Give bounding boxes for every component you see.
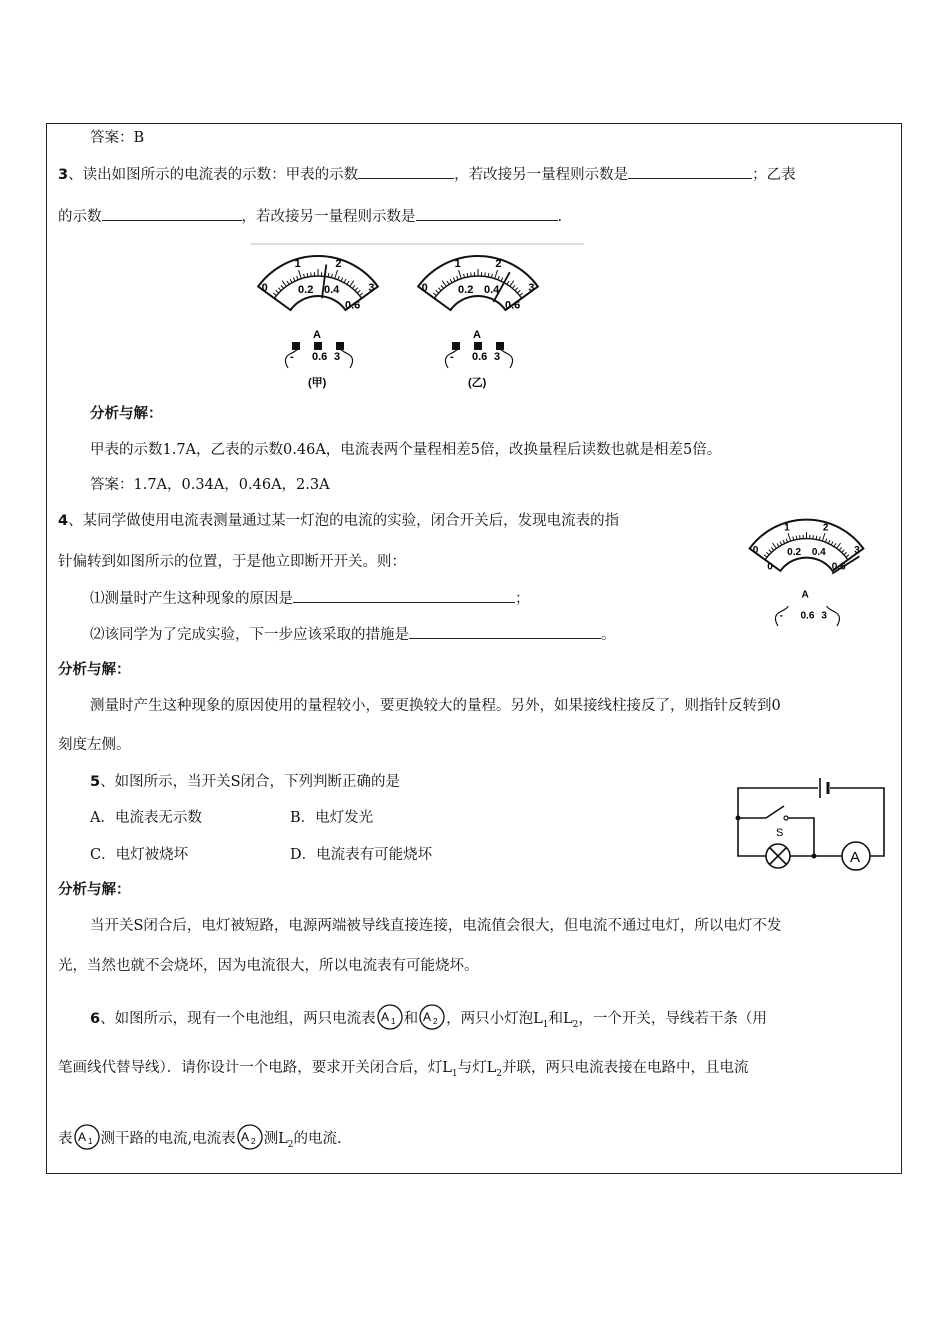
q3-blank-1[interactable] <box>358 164 454 179</box>
scale-tick <box>459 270 462 279</box>
scale-tick <box>453 278 455 282</box>
scale-tick <box>512 285 515 288</box>
scale-arc <box>274 276 361 298</box>
scale-label-bottom: 0.6 <box>504 299 521 312</box>
q2-answer: 答案：B <box>90 130 145 146</box>
svg-text:2: 2 <box>433 1017 438 1026</box>
scale-tick <box>520 293 523 296</box>
scale-tick <box>822 533 825 541</box>
scale-tick <box>347 281 349 284</box>
scale-tick <box>450 279 452 283</box>
scale-tick <box>278 288 281 291</box>
svg-text:2: 2 <box>250 1137 256 1146</box>
scale-tick <box>495 270 498 279</box>
terminal-label: 0.6 <box>800 610 815 622</box>
q5-circuit-diagram <box>730 768 890 868</box>
scale-label-top: 0 <box>421 282 428 295</box>
ammeter-a1-icon <box>376 1004 404 1030</box>
scale-tick <box>764 555 767 557</box>
scale-label-top: 3 <box>528 282 535 295</box>
svg-text:A: A <box>380 1010 389 1024</box>
scale-label-bottom: 0.4 <box>811 546 826 558</box>
scale-tick <box>352 285 355 288</box>
q4-number: 4 <box>58 513 69 529</box>
svg-text:A: A <box>423 1010 432 1024</box>
scale-label-top: 1 <box>454 258 461 271</box>
scale-tick <box>304 274 305 278</box>
scale-tick <box>771 547 773 550</box>
scale-tick <box>510 281 514 287</box>
q3-analysis-title: 分析与解： <box>90 406 163 422</box>
scale-tick <box>834 543 836 546</box>
scale-tick <box>793 537 794 541</box>
q5-option-d[interactable]: D．电流表有可能烧坏 <box>290 847 433 863</box>
scale-label-bottom: 0.4 <box>483 284 500 297</box>
scale-tick <box>772 543 776 548</box>
q3-number: 3 <box>58 167 69 183</box>
q6-line2: 笔画线代替导线）．请你设计一个电路，要求开关闭合后，灯$L_1$与灯$L_2$并联，两只电流表接在电路中，且电流 <box>58 1060 749 1079</box>
q4-line2: 针偏转到如图所示的位置，于是他立即断开开关。则： <box>58 554 406 570</box>
scale-tick <box>471 272 472 276</box>
scale-label-top: 0 <box>261 282 268 295</box>
terminal-post[interactable] <box>292 342 300 350</box>
wire-right <box>830 788 884 856</box>
q6-number: 6 <box>90 1011 101 1027</box>
terminal-label: 3 <box>821 610 827 622</box>
q4-blank-2[interactable] <box>409 624 601 639</box>
scale-label-bottom: 0 <box>767 561 773 573</box>
scale-tick <box>287 281 289 284</box>
scale-tick <box>355 288 358 291</box>
junction-dot <box>736 816 741 821</box>
scale-tick <box>427 293 434 298</box>
scale-label-top: 3 <box>854 545 860 557</box>
terminal-label: - <box>779 610 783 622</box>
scale-label-top: 1 <box>294 258 301 271</box>
scale-tick <box>816 536 817 540</box>
scale-tick <box>498 276 499 280</box>
meter-q4 <box>750 520 864 626</box>
scale-tick <box>780 542 782 545</box>
q5-analysis-1: 当开关S闭合后，电灯被短路，电源两端被导线直接连接，电流值会很大，但电流不通过电灯，所以电灯不发 <box>90 918 782 934</box>
scale-tick <box>517 290 520 293</box>
scale-tick <box>485 272 486 276</box>
scale-tick <box>311 272 312 276</box>
scale-tick <box>464 274 465 278</box>
q3-blank-2[interactable] <box>628 164 752 179</box>
scale-label-bottom: 0.2 <box>787 546 802 558</box>
q4-analysis-title: 分析与解： <box>58 662 131 678</box>
meter-letter: A <box>801 589 809 601</box>
meter-yi <box>418 256 538 389</box>
scale-tick <box>441 285 444 288</box>
q5-option-c[interactable]: C．电灯被烧坏 <box>90 847 189 863</box>
scale-tick <box>350 281 354 287</box>
scale-tick <box>433 293 436 296</box>
q3-analysis: 甲表的示数1.7A，乙表的示数0.46A，电流表两个量程相差5倍，改换量程后读数也就是相差5倍。 <box>90 442 722 458</box>
meter-caption: (乙) <box>468 377 487 389</box>
terminal-label: 3 <box>494 351 501 363</box>
svg-text:A: A <box>77 1130 86 1144</box>
scale-tick <box>828 540 830 543</box>
scale-tick <box>783 540 785 543</box>
svg-text:1: 1 <box>390 1017 396 1026</box>
scale-tick <box>507 281 509 284</box>
scale-tick <box>825 539 826 543</box>
scale-label-bottom: 0.6 <box>831 561 846 573</box>
scale-tick <box>515 288 518 291</box>
q5-number: 5 <box>90 774 101 790</box>
wire-switch-right <box>786 818 814 856</box>
q3-line2: 的示数 ，若改接另一量程则示数是 . <box>58 206 562 227</box>
wire-lead <box>500 348 513 368</box>
scale-tick <box>796 536 797 540</box>
terminal-post[interactable] <box>474 342 482 350</box>
scale-tick <box>788 533 791 541</box>
scale-label-top: 2 <box>822 522 829 534</box>
terminal-label: 3 <box>334 351 341 363</box>
switch-label: S <box>776 827 784 839</box>
terminal-post[interactable] <box>314 342 322 350</box>
q5-analysis-title: 分析与解： <box>58 882 131 898</box>
scale-label-top: 1 <box>784 522 790 534</box>
scale-tick <box>842 550 845 553</box>
scale-tick <box>436 290 439 293</box>
q3-ammeter-figure <box>248 240 588 389</box>
scale-tick <box>839 547 841 550</box>
wire-left <box>738 788 818 856</box>
ammeter-a2-icon <box>236 1124 264 1150</box>
terminal-label: 0.6 <box>472 351 488 363</box>
scale-tick <box>438 288 441 291</box>
scale-tick <box>335 270 338 279</box>
scale-tick <box>844 552 847 555</box>
scale-tick <box>267 293 274 298</box>
scale-tick <box>491 274 492 278</box>
q5-stem: 5、如图所示，当开关S闭合，下列判断正确的是 <box>90 774 401 790</box>
scale-label-bottom: 0.4 <box>323 284 340 297</box>
scale-tick <box>447 281 449 284</box>
scale-label-top: 2 <box>495 258 502 271</box>
q5-option-a[interactable]: A．电流表无示数 <box>90 810 202 826</box>
meter-caption: (甲) <box>308 377 327 389</box>
scale-tick <box>758 555 765 560</box>
q6-line3: 表 A 1 测干路的电流,电流表 A 2 测$L_2$的电流. <box>58 1124 342 1155</box>
q6-line1: 6、如图所示，现有一个电池组，两只电流表 A 1 和 A 2 ，两只小灯泡$L_1$和$L_2$，一个开关，导线若干条（用 <box>90 1004 767 1035</box>
terminal-post[interactable] <box>452 342 460 350</box>
meter-letter: A <box>473 329 481 341</box>
scale-tick <box>360 293 363 296</box>
meter-jia <box>258 256 378 389</box>
terminal-label: - <box>290 351 294 363</box>
scale-arc <box>765 539 848 560</box>
svg-text:1: 1 <box>87 1137 92 1146</box>
terminal-label: 0.6 <box>312 351 328 363</box>
q4-analysis-2: 刻度左侧。 <box>58 737 131 753</box>
scale-label-top: 3 <box>368 282 375 295</box>
ammeter-a2-icon <box>418 1004 446 1030</box>
ammeter-label: A <box>850 849 861 866</box>
q5-option-b[interactable]: B．电灯发光 <box>290 810 374 826</box>
scale-label-top: 2 <box>335 258 342 271</box>
scale-label-bottom: 0.6 <box>344 299 361 312</box>
scale-tick <box>442 281 446 287</box>
q4-analysis-1: 测量时产生这种现象的原因使用的量程较小，要更换较大的量程。另外，如果接线柱接反了，则指针反转到0 <box>90 698 781 714</box>
scale-tick <box>297 276 298 280</box>
q4-sub2: ⑵该同学为了完成实验，下一步应该采取的措施是 。 <box>90 624 616 645</box>
scale-tick <box>299 270 302 279</box>
scale-tick <box>837 543 841 548</box>
scale-tick <box>290 279 292 283</box>
ammeter-a1-icon <box>73 1124 101 1150</box>
wire-lead <box>340 348 353 368</box>
scale-tick <box>777 543 779 546</box>
scale-label-bottom: 0.2 <box>298 284 314 297</box>
scale-tick <box>338 276 339 280</box>
scale-arc <box>434 276 521 298</box>
scale-tick <box>769 550 772 553</box>
q4-line1: 4、某同学做使用电流表测量通过某一灯泡的电流的实验，闭合开关后，发现电流表的指 <box>58 513 620 529</box>
scale-tick <box>341 278 343 282</box>
scale-tick <box>281 285 284 288</box>
scale-tick <box>273 293 276 296</box>
q4-blank-1[interactable] <box>293 588 515 603</box>
q5-analysis-2: 光，当然也就不会烧坏，因为电流很大，所以电流表有可能烧坏。 <box>58 958 479 974</box>
scale-tick <box>766 552 769 555</box>
scale-tick <box>846 555 849 557</box>
terminal-label: - <box>450 351 454 363</box>
scale-tick <box>331 274 332 278</box>
scale-tick <box>276 290 279 293</box>
scale-tick <box>786 539 787 543</box>
q4-ammeter-figure <box>728 506 898 622</box>
scale-tick <box>831 542 833 545</box>
q3-blank-4[interactable] <box>416 206 558 221</box>
switch-blade <box>766 806 784 818</box>
scale-tick <box>357 290 360 293</box>
q3-line1: 3、读出如图所示的电流表的示数：甲表的示数 ，若改接另一量程则示数是 ；乙表 <box>58 164 796 185</box>
scale-label-top: 0 <box>752 545 759 557</box>
q3-answer: 答案：1.7A，0.34A，0.46A，2.3A <box>90 477 330 493</box>
scale-label-bottom: 0.2 <box>458 284 474 297</box>
scale-tick <box>293 278 295 282</box>
scale-tick <box>819 537 820 541</box>
q4-sub1: ⑴测量时产生这种现象的原因是 ； <box>90 588 530 609</box>
svg-text:A: A <box>240 1130 249 1144</box>
scale-tick <box>344 279 346 283</box>
q3-blank-3[interactable] <box>102 206 242 221</box>
scale-tick <box>501 278 503 282</box>
meter-letter: A <box>313 329 321 341</box>
scale-tick <box>282 281 286 287</box>
junction-dot <box>812 854 817 859</box>
scale-tick <box>457 276 458 280</box>
